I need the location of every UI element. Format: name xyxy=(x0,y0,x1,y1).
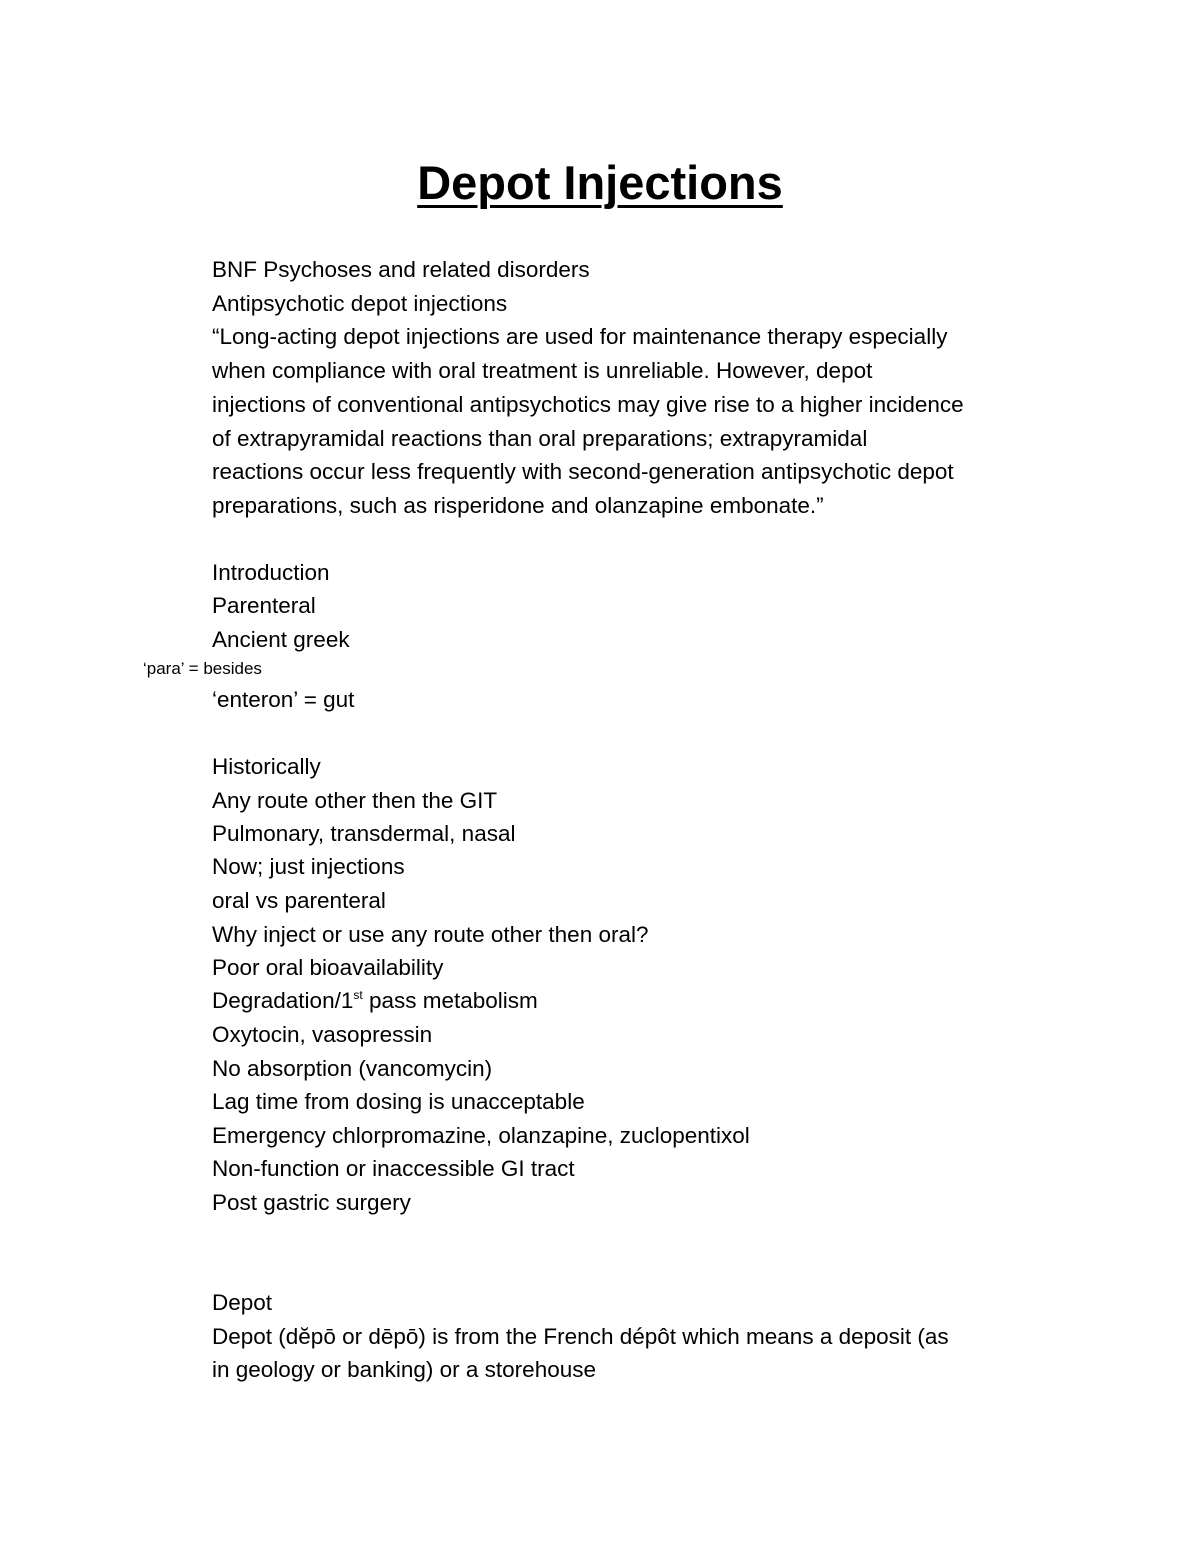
depot-definition-line-2: in geology or banking) or a storehouse xyxy=(212,1357,596,1382)
historically-line-11: Emergency chlorpromazine, olanzapine, zuclopentixol xyxy=(212,1123,750,1148)
historically-line-10: Lag time from dosing is unacceptable xyxy=(212,1089,585,1114)
historically-line-5: Why inject or use any route other then oral? xyxy=(212,922,649,947)
bnf-topic-line: Antipsychotic depot injections xyxy=(212,291,508,316)
introduction-line-parenteral: Parenteral xyxy=(212,593,316,618)
historically-line-2: Pulmonary, transdermal, nasal xyxy=(212,821,516,846)
bnf-source-line: BNF Psychoses and related disorders xyxy=(212,257,590,282)
bnf-quote-line-3: injections of conventional antipsychotics may give rise to a higher incidence xyxy=(212,392,964,417)
historically-line-13: Post gastric surgery xyxy=(212,1190,411,1215)
page-title xyxy=(0,153,1200,213)
introduction-heading: Introduction xyxy=(212,560,330,585)
page-title-text: Depot Injections xyxy=(417,156,783,209)
depot-heading: Depot xyxy=(212,1290,273,1315)
bnf-quote-line-4: of extrapyramidal reactions than oral preparations; extrapyramidal xyxy=(212,426,868,451)
bnf-quote-line-5: reactions occur less frequently with second-generation antipsychotic depot xyxy=(212,459,954,484)
bnf-quote-line-2: when compliance with oral treatment is unreliable. However, depot xyxy=(212,358,873,383)
historically-line-8: Oxytocin, vasopressin xyxy=(212,1022,433,1047)
historically-heading: Historically xyxy=(212,754,321,779)
historically-line-4: oral vs parenteral xyxy=(212,888,386,913)
historically-line-3: Now; just injections xyxy=(212,854,405,879)
historically-line-9: No absorption (vancomycin) xyxy=(212,1056,493,1081)
para-note: ‘para’ = besides xyxy=(143,659,262,678)
historically-line-6: Poor oral bioavailability xyxy=(212,955,444,980)
depot-definition-line-1: Depot (dĕpō or dēpō) is from the French dépôt which means a deposit (as xyxy=(212,1324,949,1349)
bnf-quote-line-6: preparations, such as risperidone and olanzapine embonate.” xyxy=(212,493,824,518)
introduction-line-ancient-greek: Ancient greek xyxy=(212,627,350,652)
historically-line-12: Non-function or inaccessible GI tract xyxy=(212,1156,575,1181)
degradation-suffix: pass metabolism xyxy=(362,988,538,1013)
degradation-line xyxy=(212,986,538,1016)
historically-line-1: Any route other then the GIT xyxy=(212,788,498,813)
degradation-prefix: Degradation/1 xyxy=(212,988,354,1013)
bnf-quote-line-1: “Long-acting depot injections are used for maintenance therapy especially xyxy=(212,324,948,349)
degradation-superscript: st xyxy=(353,988,363,1002)
enteron-line: ‘enteron’ = gut xyxy=(212,687,355,712)
